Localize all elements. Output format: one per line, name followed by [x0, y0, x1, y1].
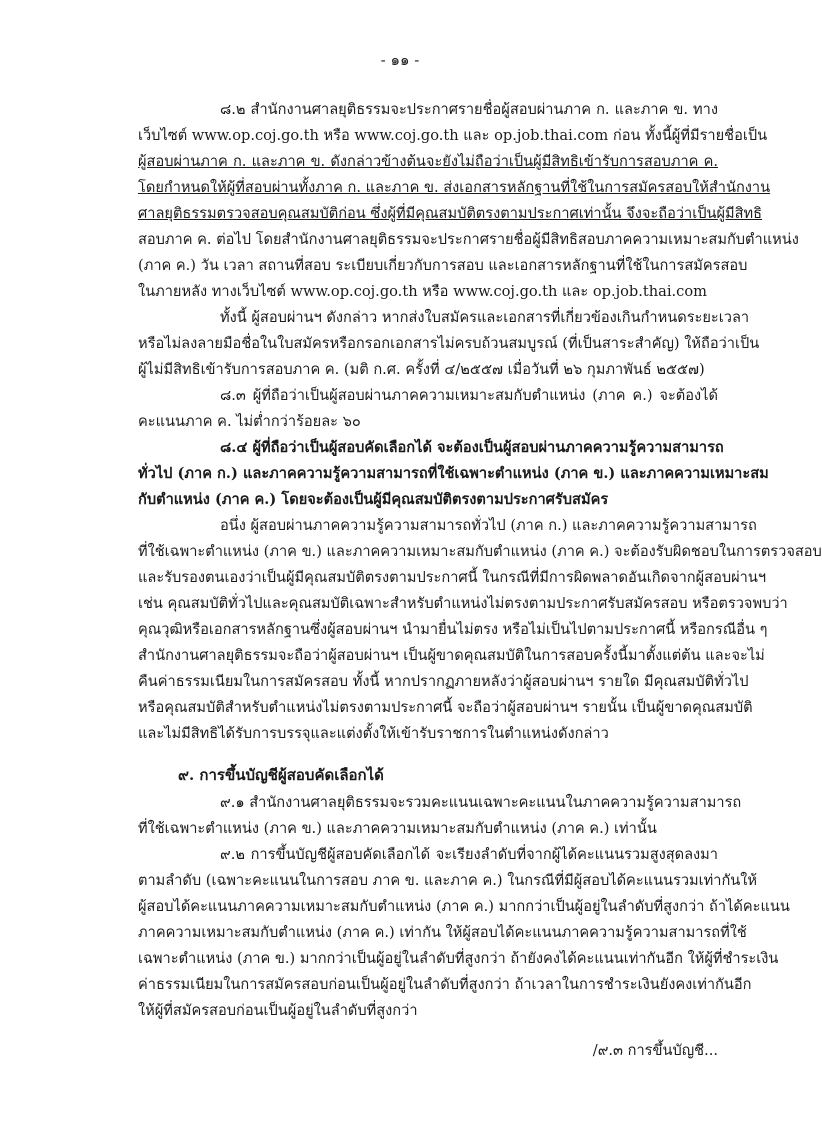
para-8-4b-line-1: อนึ่ง ผู้สอบผ่านภาคความรู้ความสามารถทั่วไป (ภาค ก.) และภาคความรู้ความสามารถ — [220, 517, 757, 534]
para-8-4-line-2: ทั่วไป (ภาค ก.) และภาคความรู้ความสามารถที่ใช้เฉพาะตำแหน่ง (ภาค ข.) และภาคความเหมาะสม — [138, 465, 769, 482]
para-8-2-line-1: ๘.๒ สำนักงานศาลยุติธรรมจะประกาศรายชื่อผู้สอบผ่านภาค ก. และภาค ข. ทาง — [220, 101, 718, 118]
para-8-4b-line-8: หรือคุณสมบัติสำหรับตำแหน่งไม่ตรงตามประกาศนี้ จะถือว่าผู้สอบผ่านฯ รายนั้น เป็นผู้ขาดคุณสมบัติ — [138, 699, 753, 716]
para-8-2b-line-1: ทั้งนี้ ผู้สอบผ่านฯ ดังกล่าว หากส่งใบสมัครและเอกสารที่เกี่ยวข้องเกินกำหนดระยะเวลา — [220, 309, 750, 326]
para-8-3-line-2: คะแนนภาค ค. ไม่ต่ำกว่าร้อยละ ๖๐ — [138, 413, 361, 430]
para-8-2-line-3: ผู้สอบผ่านภาค ก. และภาค ข. ดังกล่าวข้างต้นจะยังไม่ถือว่าเป็นผู้มีสิทธิเข้ารับการสอบภาค ค. — [138, 153, 718, 170]
para-8-2-line-2-text: เว็บไซต์ www.op.coj.go.th หรือ www.coj.go.th และ op.job.thai.com ก่อน ทั้งนี้ผู้ที่มีรายชื่อเป็น — [138, 127, 768, 144]
para-9-1-line-1: ๙.๑ สำนักงานศาลยุติธรรมจะรวมคะแนนเฉพาะคะแนนในภาคความรู้ความสามารถ — [220, 794, 742, 811]
para-8-2-line-4: โดยกำหนดให้ผู้ที่สอบผ่านทั้งภาค ก. และภาค ข. ส่งเอกสารหลักฐานที่ใช้ในการสมัครสอบให้สำนักงาน — [138, 179, 771, 196]
para-8-2b-line-2: หรือไม่ลงลายมือชื่อในใบสมัครหรือกรอกเอกสารไม่ครบถ้วนสมบูรณ์ (ที่เป็นสาระสำคัญ) ให้ถือว่าเป็น — [138, 335, 760, 352]
para-8-2-line-6: สอบภาค ค. ต่อไป โดยสำนักงานศาลยุติธรรมจะประกาศรายชื่อผู้มีสิทธิสอบภาคความเหมาะสมกับตำแหน่ง — [138, 231, 799, 248]
para-9-2-line-1: ๙.๒ การขึ้นบัญชีผู้สอบคัดเลือกได้ จะเรียงลำดับที่จากผู้ได้คะแนนรวมสูงสุดลงมา — [220, 846, 718, 863]
para-8-4b-line-3: และรับรองตนเองว่าเป็นผู้มีคุณสมบัติตรงตามประกาศนี้ ในกรณีที่มีการผิดพลาดอันเกิดจากผู้สอบผ่านฯ — [138, 569, 767, 586]
para-9-2-line-3: ผู้สอบได้คะแนนภาคความเหมาะสมกับตำแหน่ง (ภาค ค.) มากกว่าเป็นผู้อยู่ในลำดับที่สูงกว่า ถ้าได้คะแนน — [138, 898, 790, 915]
para-8-2-line-7: (ภาค ค.) วัน เวลา สถานที่สอบ ระเบียบเกี่ยวกับการสอบ และเอกสารหลักฐานที่ใช้ในการสมัครสอบ — [138, 257, 748, 274]
para-8-4b-line-2: ที่ใช้เฉพาะตำแหน่ง (ภาค ข.) และภาคความเหมาะสมกับตำแหน่ง (ภาค ค.) จะต้องรับผิดชอบในการตรวจสอบ — [138, 543, 822, 560]
para-8-4-line-1: ๘.๔ ผู้ที่ถือว่าเป็นผู้สอบคัดเลือกได้ จะต้องเป็นผู้สอบผ่านภาคความรู้ความสามารถ — [220, 439, 724, 456]
para-9-2-line-7: ให้ผู้ที่สมัครสอบก่อนเป็นผู้อยู่ในลำดับที่สูงกว่า — [138, 1002, 418, 1019]
continuation-note: /๙.๓ การขึ้นบัญชี... — [592, 1042, 718, 1059]
para-8-2b-line-3: ผู้ไม่มีสิทธิเข้ารับการสอบภาค ค. (มติ ก.ศ. ครั้งที่ ๔/๒๕๕๗ เมื่อวันที่ ๒๖ กุมภาพันธ์ ๒๕๕๗) — [138, 361, 705, 378]
para-9-1-line-2: ที่ใช้เฉพาะตำแหน่ง (ภาค ข.) และภาคความเหมาะสมกับตำแหน่ง (ภาค ค.) เท่านั้น — [138, 820, 657, 837]
para-9-2-line-4: ภาคความเหมาะสมกับตำแหน่ง (ภาค ค.) เท่ากัน ให้ผู้สอบได้คะแนนภาคความรู้ความสามารถที่ใช้ — [138, 924, 747, 941]
para-8-2-line-2 — [138, 123, 768, 149]
section-9-heading: ๙. การขึ้นบัญชีผู้สอบคัดเลือกได้ — [178, 766, 384, 784]
para-8-4b-line-7: คืนค่าธรรมเนียมในการสมัครสอบ ทั้งนี้ หากปรากฏภายหลังว่าผู้สอบผ่านฯ รายใด มีคุณสมบัติทั่วไป — [138, 673, 749, 690]
para-8-2-line-8: ในภายหลัง ทางเว็บไซต์ www.op.coj.go.th หรือ www.coj.go.th และ op.job.thai.com — [138, 283, 707, 300]
para-8-4b-line-5: คุณวุฒิหรือเอกสารหลักฐานซึ่งผู้สอบผ่านฯ นำมายื่นไม่ตรง หรือไม่เป็นไปตามประกาศนี้ หรือกรณีอื่น ๆ — [138, 621, 768, 638]
para-8-4-line-3: กับตำแหน่ง (ภาค ค.) โดยจะต้องเป็นผู้มีคุณสมบัติตรงตามประกาศรับสมัคร — [138, 491, 609, 508]
para-9-2-line-2: ตามลำดับ (เฉพาะคะแนนในการสอบ ภาค ข. และภาค ค.) ในกรณีที่มีผู้สอบได้คะแนนรวมเท่ากันให้ — [138, 872, 758, 889]
para-9-2-line-5: เฉพาะตำแหน่ง (ภาค ข.) มากกว่าเป็นผู้อยู่ในลำดับที่สูงกว่า ถ้ายังคงได้คะแนนเท่ากันอีก ให้ผู้ที่ชำระเงิน — [138, 950, 779, 967]
para-8-4b-line-6: สำนักงานศาลยุติธรรมจะถือว่าผู้สอบผ่านฯ เป็นผู้ขาดคุณสมบัติในการสอบครั้งนี้มาตั้งแต่ต้น และจะไม่ — [138, 647, 765, 664]
para-8-2-line-5: ศาลยุติธรรมตรวจสอบคุณสมบัติก่อน ซึ่งผู้ที่มีคุณสมบัติตรงตามประกาศเท่านั้น จึงจะถือว่าเป็นผู้มีสิทธิ — [138, 205, 763, 222]
para-8-3-line-1: ๘.๓ ผู้ที่ถือว่าเป็นผู้สอบผ่านภาคความเหมาะสมกับตำแหน่ง (ภาค ค.) จะต้องได้ — [220, 387, 718, 404]
para-8-4b-line-4: เช่น คุณสมบัติทั่วไปและคุณสมบัติเฉพาะสำหรับตำแหน่งไม่ตรงตามประกาศรับสมัครสอบ หรือตรวจพบว่า — [138, 595, 788, 612]
para-9-2-line-6: ค่าธรรมเนียมในการสมัครสอบก่อนเป็นผู้อยู่ในลำดับที่สูงกว่า ถ้าเวลาในการชำระเงินยังคงเท่ากันอีก — [138, 976, 752, 993]
para-8-4b-line-9: และไม่มีสิทธิได้รับการบรรจุและแต่งตั้งให้เข้ารับราชการในตำแหน่งดังกล่าว — [138, 725, 609, 742]
page-number: - ๑๑ - — [380, 51, 420, 69]
